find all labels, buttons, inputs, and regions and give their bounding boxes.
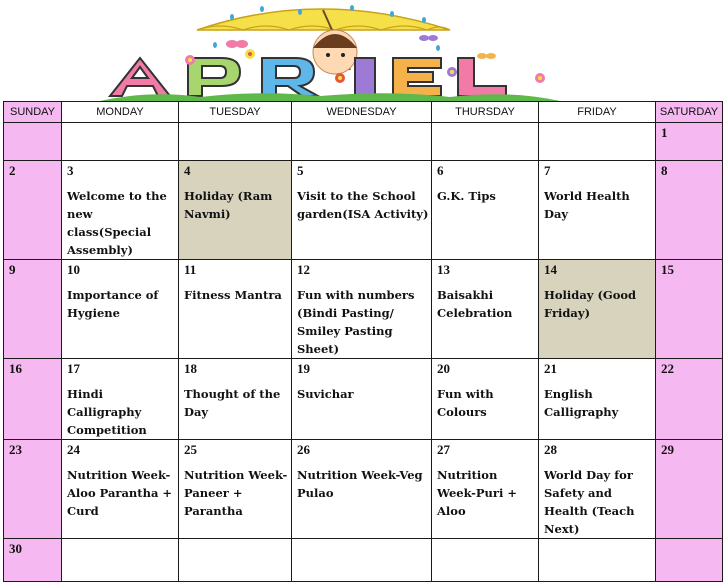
day-number: 3 [67,163,74,178]
child-icon [313,30,357,74]
day-number: 11 [184,262,197,277]
day-cell [62,260,179,359]
week-row [4,359,723,440]
day-event: English Calligraphy [544,387,619,419]
day-number: 9 [9,262,16,277]
holiday-cell [179,161,292,260]
day-event [539,541,655,550]
day-cell [539,161,656,260]
weekday-header-sunday: SUNDAY [4,102,62,123]
day-cell [179,359,292,440]
day-cell [432,123,539,161]
day-number: 24 [67,442,80,457]
weekday-header-row [4,102,723,123]
day-cell [432,359,539,440]
day-cell [62,123,179,161]
day-cell [179,260,292,359]
day-cell [432,161,539,260]
day-cell [4,123,62,161]
day-event [656,376,722,385]
day-cell [656,359,723,440]
weekday-header-saturday: SATURDAY [656,102,723,123]
day-number: 30 [9,541,22,556]
day-number: 6 [437,163,444,178]
day-number: 8 [661,163,668,178]
day-number: 5 [297,163,304,178]
day-number: 4 [184,163,191,178]
day-number: 16 [9,361,22,376]
day-event [432,125,538,134]
day-number: 25 [184,442,197,457]
day-event: Nutrition Week-Puri + Aloo [437,468,517,518]
day-event [179,125,291,134]
day-event [4,125,61,134]
holiday-cell [539,260,656,359]
day-event [62,125,178,134]
day-event: Nutrition Week-Veg Pulao [297,468,423,500]
day-number: 28 [544,442,557,457]
weekday-header-tuesday: TUESDAY [179,102,292,123]
day-cell [656,161,723,260]
day-cell [179,123,292,161]
day-event: Holiday (Good Friday) [544,288,637,320]
day-cell [62,539,179,582]
day-cell [179,440,292,539]
day-event: Nutrition Week-Paneer + Parantha [184,468,288,518]
day-event [656,178,722,187]
april-banner [0,0,727,101]
day-cell [656,440,723,539]
day-cell [432,539,539,582]
weekday-header-monday: MONDAY [62,102,179,123]
grass-decoration [100,93,560,101]
day-number: 27 [437,442,450,457]
day-number: 2 [9,163,16,178]
day-event: Nutrition Week-Aloo Parantha + Curd [67,468,173,518]
day-number: 23 [9,442,22,457]
day-event: Fun with Colours [437,387,494,419]
week-row [4,539,723,582]
day-event [62,541,178,550]
day-event: G.K. Tips [437,189,496,203]
day-event [4,178,61,187]
day-event: World Health Day [544,189,630,221]
day-event: Suvichar [297,387,354,401]
day-event: Welcome to the new class(Special Assembly) [67,189,167,257]
day-event [292,541,431,550]
day-cell [432,440,539,539]
day-event: Visit to the School garden(ISA Activity) [297,189,429,221]
day-cell [539,359,656,440]
day-event: Fitness Mantra [184,288,282,302]
day-event [656,457,722,466]
day-cell [656,260,723,359]
weekday-header-friday: FRIDAY [539,102,656,123]
day-event [656,277,722,286]
day-event: World Day for Safety and Health (Teach Next) [544,468,635,536]
day-cell [292,359,432,440]
calendar-table [3,101,723,582]
day-number: 12 [297,262,310,277]
week-row [4,161,723,260]
day-cell [62,161,179,260]
day-number: 18 [184,361,197,376]
day-number: 20 [437,361,450,376]
day-number: 29 [661,442,674,457]
day-number: 7 [544,163,551,178]
day-number: 17 [67,361,80,376]
day-cell [4,161,62,260]
day-number: 10 [67,262,80,277]
day-cell [179,539,292,582]
day-number: 19 [297,361,310,376]
day-event: Hindi Calligraphy Competition [67,387,147,437]
day-cell [292,161,432,260]
april-title-letters [110,58,506,96]
day-cell [4,440,62,539]
day-cell [656,539,723,582]
day-cell [292,123,432,161]
day-cell [656,123,723,161]
day-event [4,457,61,466]
day-event [4,277,61,286]
day-cell [4,260,62,359]
day-event [179,541,291,550]
day-number: 22 [661,361,674,376]
weekday-header-thursday: THURSDAY [432,102,539,123]
week-row [4,123,723,161]
day-cell [292,539,432,582]
day-cell [539,123,656,161]
day-event [432,541,538,550]
day-event [656,541,722,550]
week-row [4,260,723,359]
day-event [292,125,431,134]
day-cell [62,359,179,440]
day-number: 14 [544,262,557,277]
day-number: 21 [544,361,557,376]
day-number: 15 [661,262,674,277]
day-cell [4,539,62,582]
day-event [4,376,61,385]
weekday-header-wednesday: WEDNESDAY [292,102,432,123]
day-number: 26 [297,442,310,457]
day-event: Baisakhi Celebration [437,288,513,320]
day-cell [539,440,656,539]
day-number: 1 [661,125,668,140]
day-cell [4,359,62,440]
day-event [539,125,655,134]
day-cell [292,260,432,359]
day-cell [62,440,179,539]
day-event: Thought of the Day [184,387,281,419]
day-cell [539,539,656,582]
day-event: Fun with numbers (Bindi Pasting/ Smiley Pasting Sheet) [297,288,415,356]
day-event: Importance of Hygiene [67,288,159,320]
day-number: 13 [437,262,450,277]
day-event: Holiday (Ram Navmi) [184,189,273,221]
day-cell [292,440,432,539]
day-event [656,140,722,149]
day-cell [432,260,539,359]
day-event [4,556,61,565]
week-row [4,440,723,539]
butterfly-icons [226,35,496,59]
